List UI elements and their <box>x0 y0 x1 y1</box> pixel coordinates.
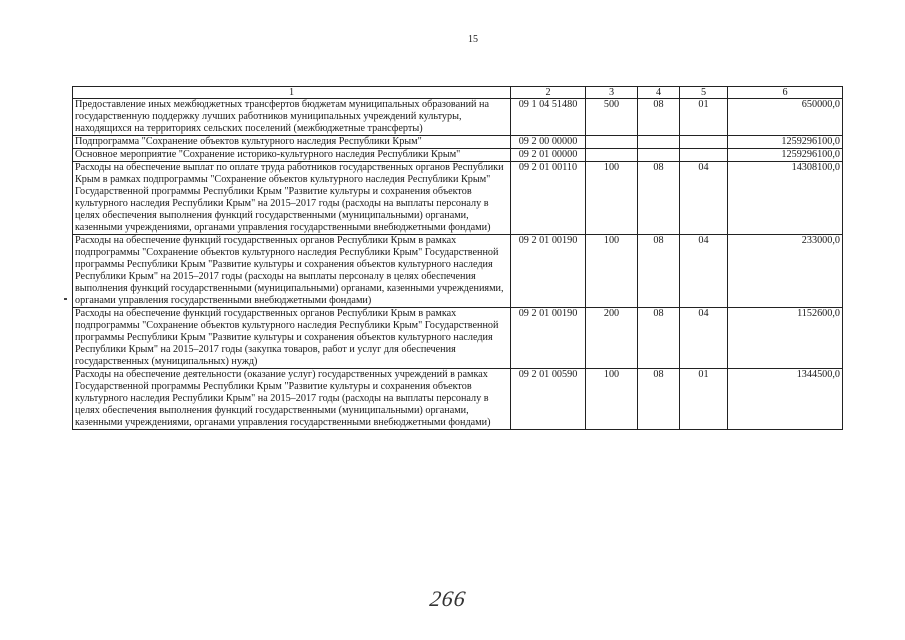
target-article-code: 09 2 00 00000 <box>511 136 586 149</box>
amount: 1259296100,0 <box>728 136 843 149</box>
target-article-code: 09 2 01 00000 <box>511 149 586 162</box>
table-row <box>73 162 843 235</box>
page-number: 15 <box>468 34 478 45</box>
target-article-code: 09 2 01 00190 <box>511 308 586 369</box>
subsection-code: 01 <box>680 369 728 430</box>
section-code: 08 <box>638 235 680 308</box>
handwritten-page-mark: 266 <box>428 586 468 611</box>
section-code <box>638 136 680 149</box>
subsection-code: 01 <box>680 99 728 136</box>
subsection-code: 04 <box>680 308 728 369</box>
margin-mark <box>64 298 67 300</box>
header-col-6: 6 <box>728 87 843 99</box>
expense-type-code: 200 <box>586 308 638 369</box>
target-article-code: 09 2 01 00590 <box>511 369 586 430</box>
amount: 1259296100,0 <box>728 149 843 162</box>
header-col-5: 5 <box>680 87 728 99</box>
section-code: 08 <box>638 369 680 430</box>
section-code: 08 <box>638 99 680 136</box>
header-col-3: 3 <box>586 87 638 99</box>
expense-type-code <box>586 136 638 149</box>
table-row <box>73 235 843 308</box>
section-code: 08 <box>638 308 680 369</box>
expense-name: Расходы на обеспечение функций государственных органов Республики Крым в рамках подпрограммы "Сохранение объектов культурного наследия Республики Крым" Государственной программы Республики Крым "Развитие культуры и сохранения объектов культурного наследия Республики Крым" на 2015–2017 годы (расходы на выплаты персоналу в целях обеспечения выполнения функций государственными (муниципальными) органами, казенными учреждениями, органами управления государственными внебюджетными фондами) <box>73 235 511 308</box>
subsection-code: 04 <box>680 235 728 308</box>
header-row <box>73 87 843 99</box>
table-row <box>73 149 843 162</box>
expense-type-code: 100 <box>586 235 638 308</box>
section-code: 08 <box>638 162 680 235</box>
target-article-code: 09 2 01 00190 <box>511 235 586 308</box>
header-col-2: 2 <box>511 87 586 99</box>
amount: 233000,0 <box>728 235 843 308</box>
expense-name: Подпрограмма "Сохранение объектов культурного наследия Республики Крым" <box>73 136 511 149</box>
expense-type-code: 100 <box>586 369 638 430</box>
budget-table <box>72 86 843 430</box>
target-article-code: 09 2 01 00110 <box>511 162 586 235</box>
expense-name: Расходы на обеспечение функций государственных органов Республики Крым в рамках подпрограммы "Сохранение объектов культурного наследия Республики Крым" Государственной программы Республики Крым "Развитие культуры и сохранения объектов культурного наследия Республики Крым" на 2015–2017 годы (закупка товаров, работ и услуг для обеспечения государственных (муниципальных) нужд) <box>73 308 511 369</box>
subsection-code <box>680 136 728 149</box>
expense-name: Основное мероприятие "Сохранение историко-культурного наследия Республики Крым" <box>73 149 511 162</box>
expense-name: Расходы на обеспечение выплат по оплате труда работников государственных органов Республики Крым в рамках подпрограммы "Сохранение объектов культурного наследия Республики Крым" Государственной программы Республики Крым "Развитие культуры и сохранения объектов культурного наследия Республики Крым" на 2015–2017 годы (расходы на выплаты персоналу в целях обеспечения выполнения функций государственными (муниципальными) органами, казенными учреждениями, органами управления государственными внебюджетными фондами) <box>73 162 511 235</box>
table-row <box>73 308 843 369</box>
expense-name: Расходы на обеспечение деятельности (оказание услуг) государственных учреждений в рамках Государственной программы Республики Крым "Развитие культуры и сохранения объектов культурного наследия Республики Крым" на 2015–2017 годы (расходы на выплаты персоналу в целях обеспечения выполнения функций государственными (муниципальными) органами, казенными учреждениями, органами управления государственными внебюджетными фондами) <box>73 369 511 430</box>
amount: 650000,0 <box>728 99 843 136</box>
header-col-4: 4 <box>638 87 680 99</box>
subsection-code <box>680 149 728 162</box>
amount: 1152600,0 <box>728 308 843 369</box>
section-code <box>638 149 680 162</box>
table-row <box>73 136 843 149</box>
expense-type-code: 100 <box>586 162 638 235</box>
expense-type-code <box>586 149 638 162</box>
subsection-code: 04 <box>680 162 728 235</box>
amount: 14308100,0 <box>728 162 843 235</box>
expense-name: Предоставление иных межбюджетных трансфертов бюджетам муниципальных образований на государственную поддержку лучших работников муниципальных учреждений культуры, находящихся на территориях сельских поселений (межбюджетные трансферты) <box>73 99 511 136</box>
header-col-1: 1 <box>73 87 511 99</box>
table-row <box>73 369 843 430</box>
expense-type-code: 500 <box>586 99 638 136</box>
table-row <box>73 99 843 136</box>
target-article-code: 09 1 04 51480 <box>511 99 586 136</box>
amount: 1344500,0 <box>728 369 843 430</box>
